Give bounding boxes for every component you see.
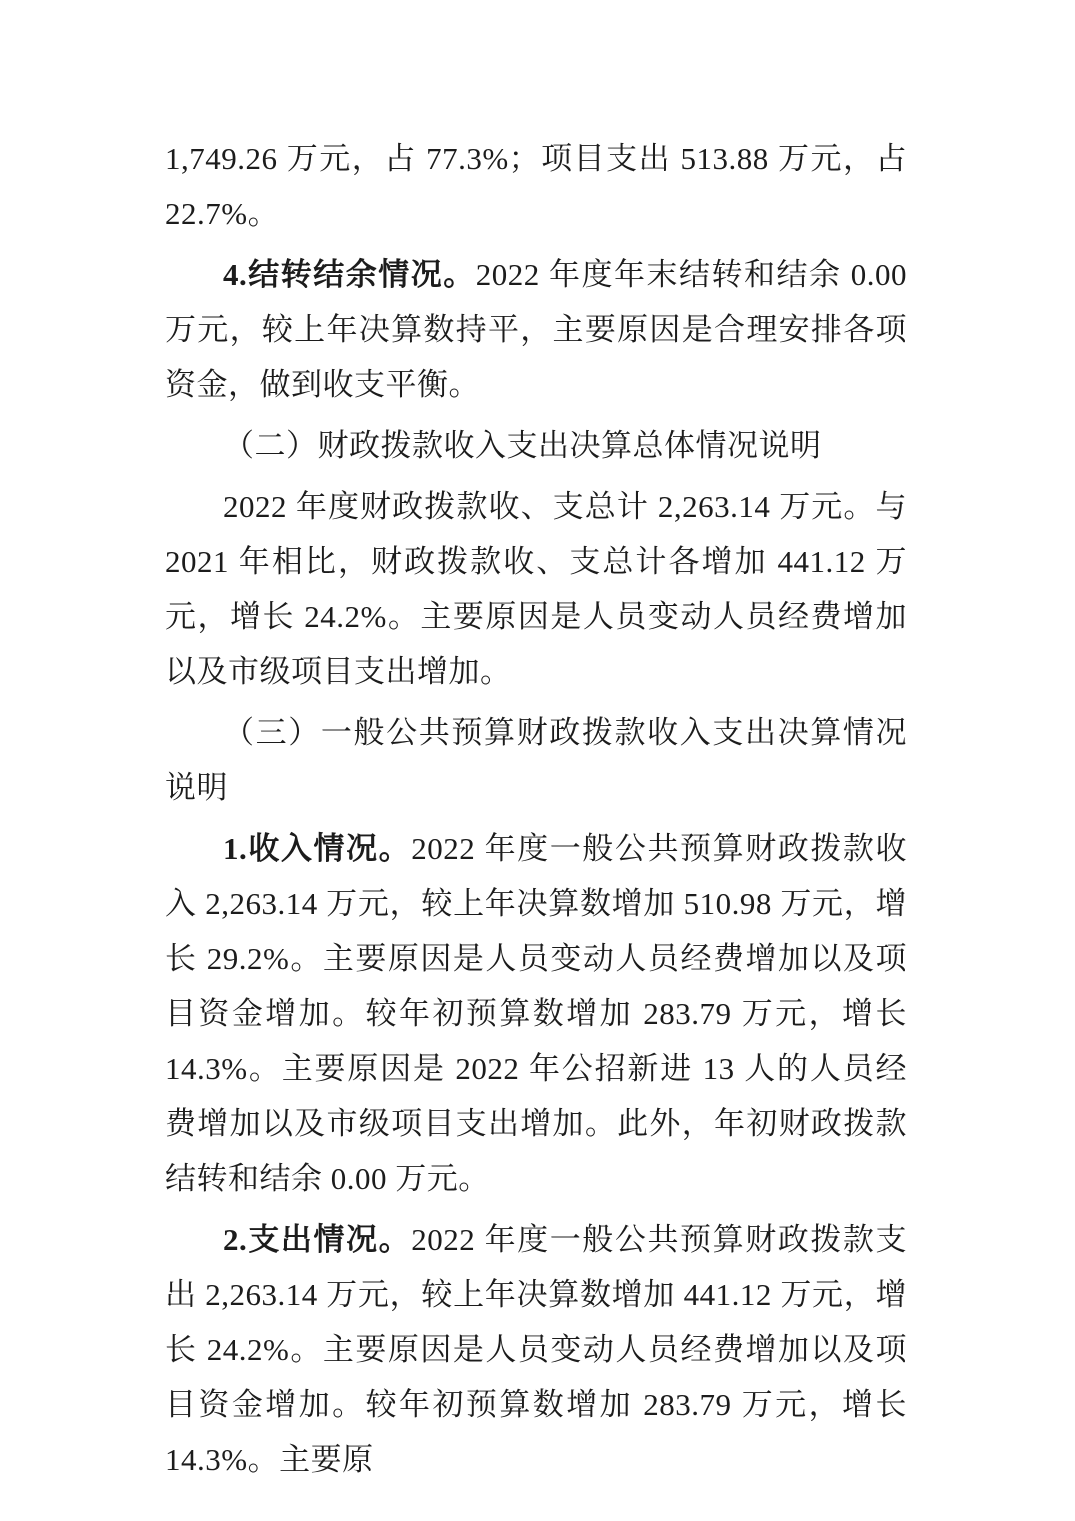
section-two-heading <box>165 418 907 473</box>
document-body <box>165 131 907 1493</box>
paragraph-text: 2022 年度一般公共预算财政拨款支出 2,263.14 万元，较上年决算数增加 441.12 万元，增长 24.2%。主要原因是人员变动人员经费增加以及项目资金增加。较年初预算数增加 283.79 万元，增长 14.3%。主要原 <box>165 1222 908 1477</box>
paragraph-text: 2022 年度一般公共预算财政拨款收入 2,263.14 万元，较上年决算数增加 510.98 万元，增长 29.2%。主要原因是人员变动人员经费增加以及项目资金增加。较年初预算数增加 283.79 万元，增长 14.3%。主要原因是 2022 年公招新进 13 人的人员经费增加以及市级项目支出增加。此外，年初财政拨款结转和结余 0.00 万元。 <box>165 831 908 1196</box>
paragraph-income-situation <box>165 821 907 1206</box>
run-in-heading: 2.支出情况。 <box>223 1222 412 1257</box>
paragraph-carryover-balance <box>165 247 907 412</box>
paragraph-section-two-body <box>165 479 907 699</box>
heading-text: （二）财政拨款收入支出决算总体情况说明 <box>223 428 822 463</box>
paragraph-text: 2022 年度财政拨款收、支总计 2,263.14 万元。与 2021 年相比，财政拨款收、支总计各增加 441.12 万元，增长 24.2%。主要原因是人员变动人员经费增加以及市级项目支出增加。 <box>165 489 907 689</box>
run-in-heading: 4.结转结余情况。 <box>223 257 476 292</box>
run-in-heading: 1.收入情况。 <box>223 831 412 866</box>
paragraph-expense-structure-continued <box>165 131 907 241</box>
paragraph-expenditure-situation <box>165 1212 907 1487</box>
paragraph-text: 2022 年度年末结转和结余 0.00 万元，较上年决算数持平，主要原因是合理安排各项资金，做到收支平衡。 <box>165 257 907 402</box>
heading-text: （三）一般公共预算财政拨款收入支出决算情况说明 <box>165 715 907 805</box>
section-three-heading <box>165 705 907 815</box>
paragraph-text: 1,749.26 万元，占 77.3%；项目支出 513.88 万元，占 22.7%。 <box>165 141 907 231</box>
